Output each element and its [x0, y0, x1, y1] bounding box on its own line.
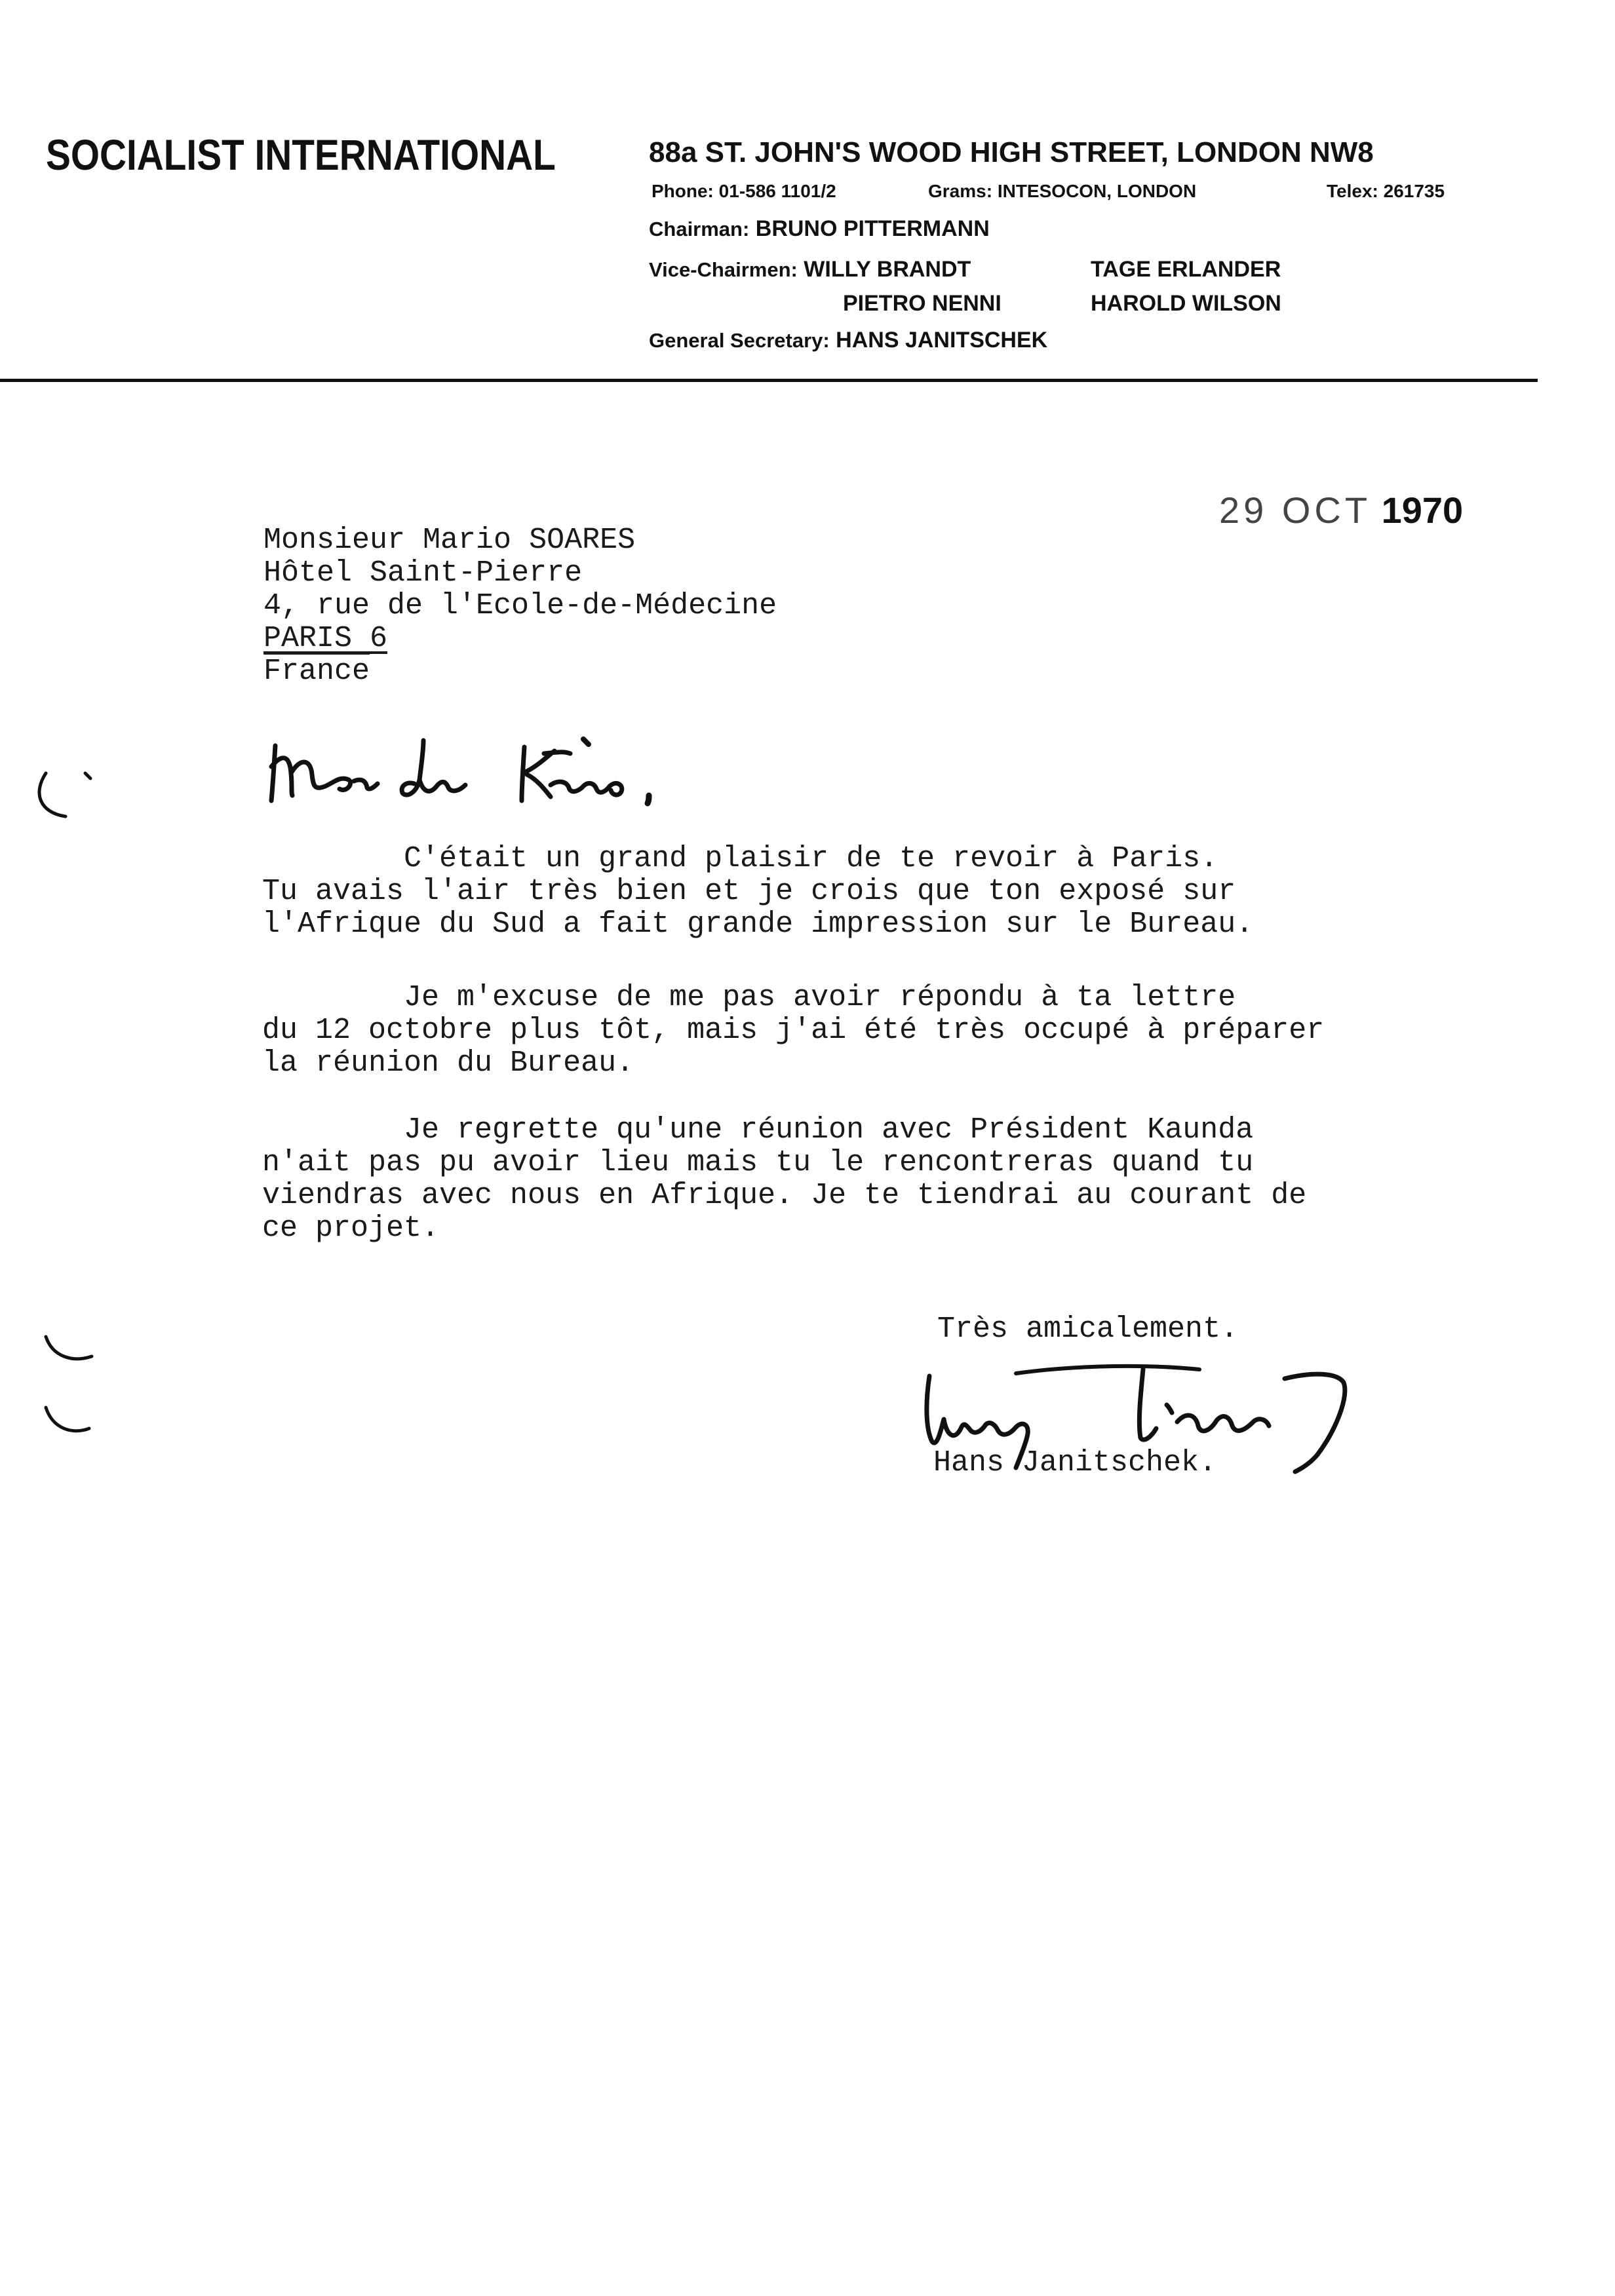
general-secretary-label: General Secretary: — [649, 329, 830, 352]
recipient-line: Hôtel Saint-Pierre — [263, 556, 583, 590]
handwritten-salutation — [262, 727, 734, 813]
body-line: viendras avec nous en Afrique. Je te tiendrai au courant de — [262, 1179, 1307, 1212]
body-paragraph — [262, 982, 1547, 1080]
vice-chairmen-row — [649, 257, 971, 282]
body-line: l'Afrique du Sud a fait grande impression sur le Bureau. — [262, 908, 1254, 941]
date-stamp — [1219, 489, 1463, 531]
body-line: n'ait pas pu avoir lieu mais tu le rencontreras quand tu — [262, 1146, 1254, 1179]
grams-info — [928, 181, 1196, 202]
chairman-name: BRUNO PITTERMANN — [755, 216, 990, 241]
organization-address: 88a ST. JOHN'S WOOD HIGH STREET, LONDON NW8 — [649, 136, 1374, 168]
letterhead-divider — [0, 379, 1538, 382]
body-line: Tu avais l'air très bien et je crois que ton exposé sur — [262, 875, 1236, 908]
body-paragraph — [262, 1114, 1547, 1245]
general-secretary-name: HANS JANITSCHEK — [836, 328, 1048, 353]
date-year: 1970 — [1381, 489, 1464, 531]
salutation-stroke — [271, 746, 378, 801]
signature-stroke — [1285, 1374, 1345, 1472]
phone-info — [652, 181, 836, 202]
body-line: ce projet. — [262, 1212, 440, 1245]
phone-label: Phone: — [652, 181, 714, 201]
grams-label: Grams: — [928, 181, 993, 201]
phone-number: 01-586 1101/2 — [718, 181, 836, 201]
recipient-address — [263, 524, 777, 688]
margin-mark-stroke — [39, 773, 90, 816]
signer-name: Hans Janitschek. — [933, 1446, 1217, 1480]
vice-chairman-name: WILLY BRANDT — [804, 257, 971, 282]
vice-chairman-name: HAROLD WILSON — [1091, 291, 1281, 316]
telex-number: 261735 — [1383, 181, 1445, 201]
vice-chairman-name: TAGE ERLANDER — [1091, 257, 1281, 282]
vice-chairmen-label: Vice-Chairmen: — [649, 258, 798, 281]
date-day-month: 29 OCT — [1219, 489, 1372, 531]
chairman-row — [649, 216, 990, 242]
margin-mark — [26, 760, 105, 839]
body-line: C'était un grand plaisir de te revoir à Paris. — [262, 842, 1218, 875]
recipient-line: 4, rue de l'Ecole-de-Médecine — [263, 589, 777, 622]
salutation-stroke — [402, 740, 465, 795]
margin-mark-stroke — [46, 1337, 92, 1431]
recipient-line: France — [263, 655, 370, 688]
vice-chairman-name: PIETRO NENNI — [843, 291, 1002, 316]
closing-phrase: Très amicalement. — [937, 1312, 1239, 1346]
general-secretary-row — [649, 328, 1047, 353]
salutation-stroke — [583, 739, 589, 744]
body-paragraph — [262, 843, 1547, 941]
body-line: du 12 octobre plus tôt, mais j'ai été très occupé à préparer — [262, 1014, 1325, 1047]
signature-stroke — [1016, 1366, 1199, 1373]
grams-value: INTESOCON, LONDON — [997, 181, 1197, 201]
signature-stroke — [1139, 1369, 1269, 1440]
margin-mark — [33, 1324, 111, 1455]
telex-info — [1327, 181, 1445, 202]
body-line: la réunion du Bureau. — [262, 1046, 634, 1080]
salutation-stroke — [648, 795, 649, 803]
salutation-stroke — [522, 747, 622, 801]
recipient-line: Monsieur Mario SOARES — [263, 524, 636, 557]
telex-label: Telex: — [1327, 181, 1378, 201]
body-line: Je regrette qu'une réunion avec Président Kaunda — [262, 1113, 1254, 1147]
body-line: Je m'excuse de me pas avoir répondu à ta lettre — [262, 981, 1236, 1014]
organization-name: SOCIALIST INTERNATIONAL — [46, 130, 556, 179]
chairman-label: Chairman: — [649, 218, 750, 240]
recipient-line: PARIS 6 — [263, 622, 388, 655]
